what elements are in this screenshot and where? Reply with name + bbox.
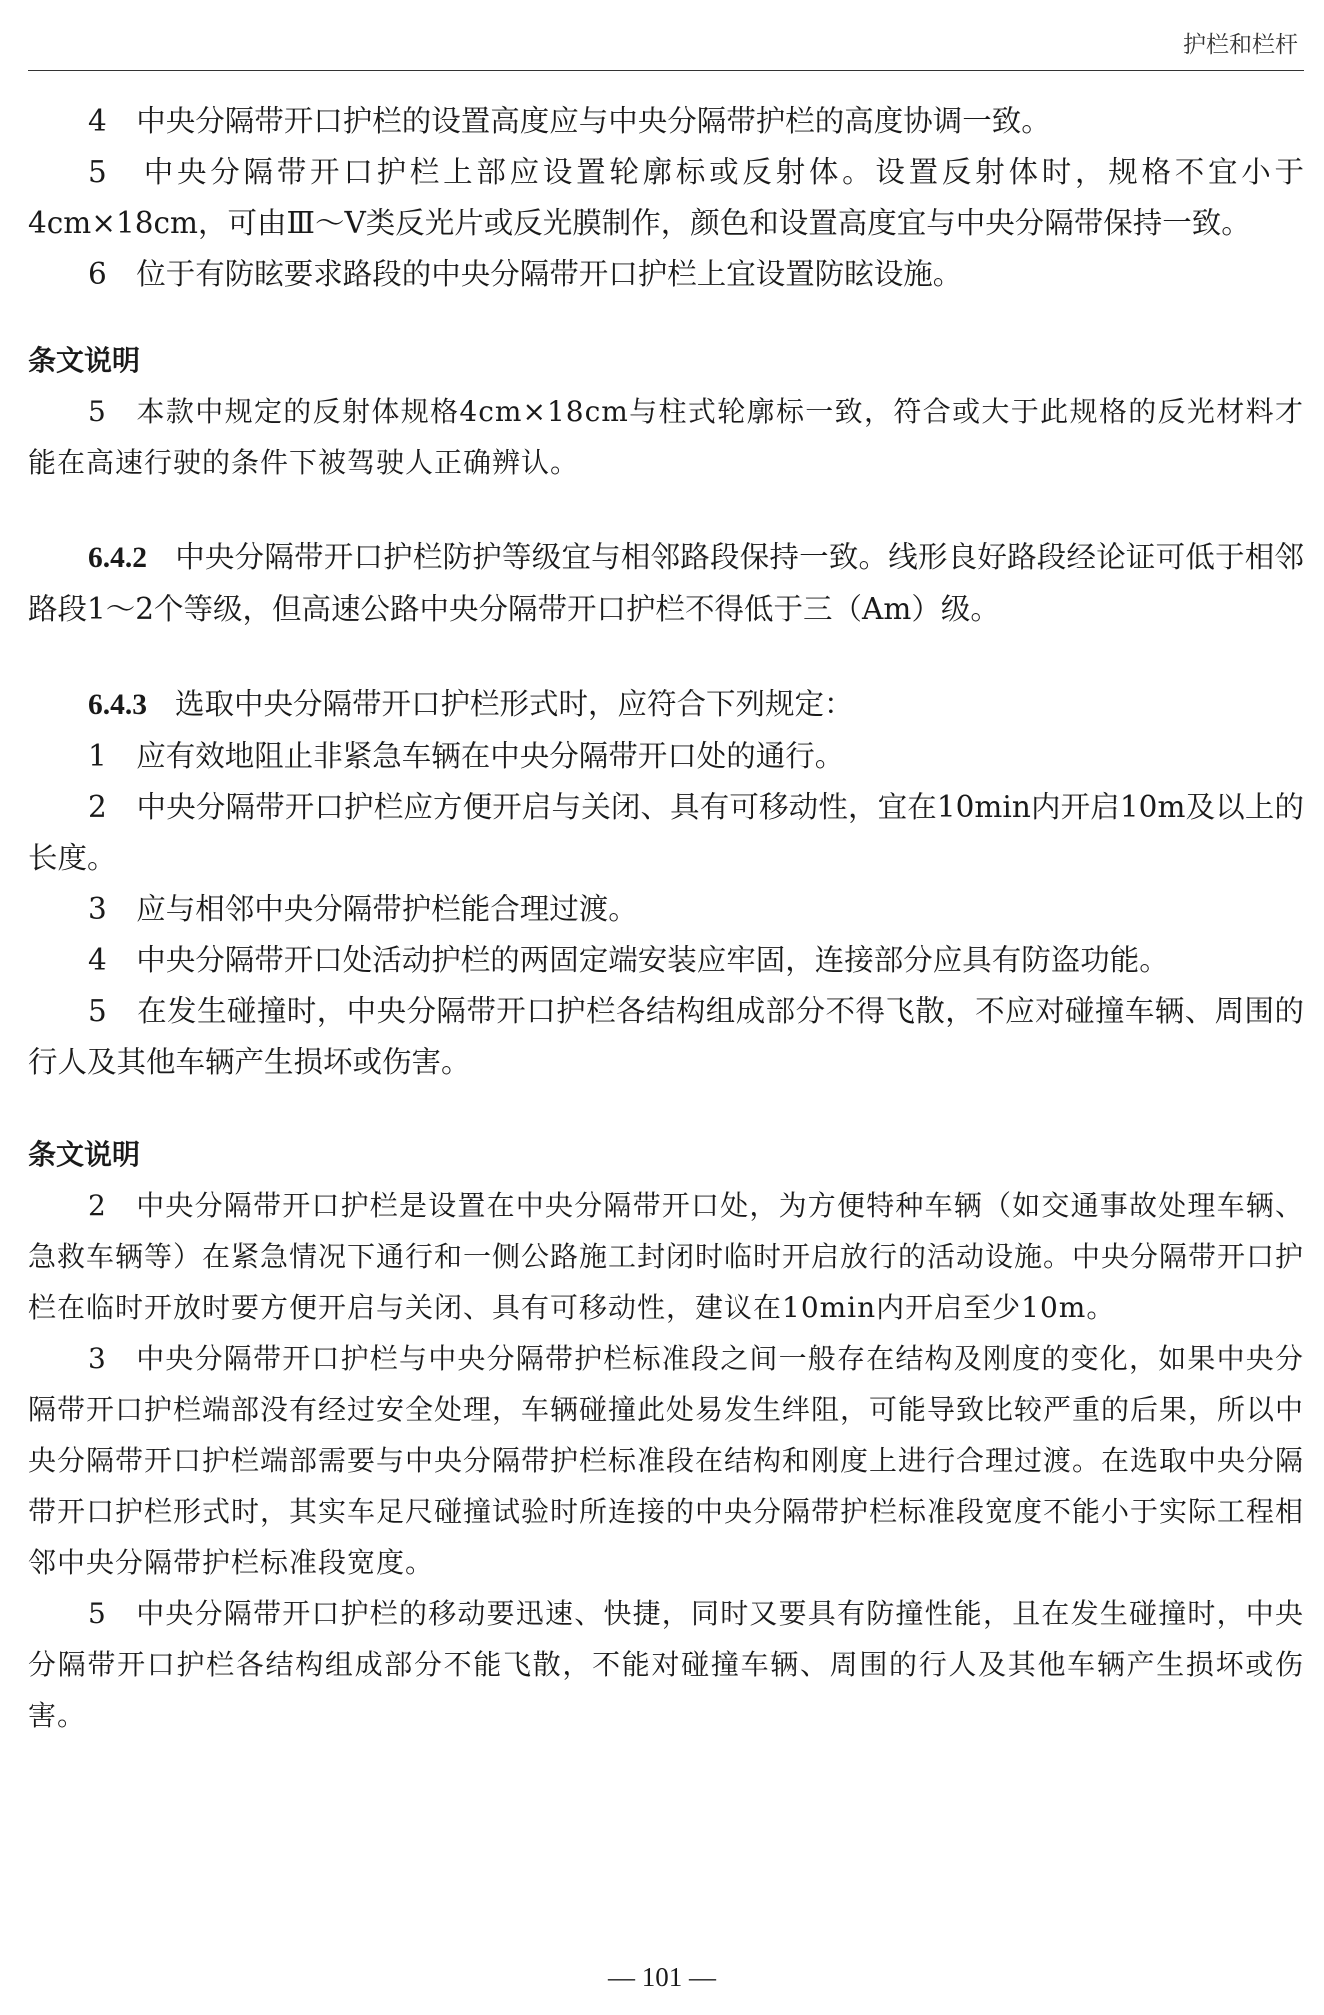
commentary-note-5b: 5 中央分隔带开口护栏的移动要迅速、快捷，同时又要具有防撞性能，且在发生碰撞时，中央分隔带开口护栏各结构组成部分不能飞散，不能对碰撞车辆、周围的行人及其他车辆产生损坏或伤害。	[28, 1597, 1304, 1732]
item-4-height: 4 中央分隔带开口护栏的设置高度应与中央分隔带护栏的高度协调一致。	[88, 104, 1051, 138]
item-6-antiglare: 6 位于有防眩要求路段的中央分隔带开口护栏上宜设置防眩设施。	[88, 257, 963, 291]
commentary-heading-2: 条文说明	[28, 1138, 141, 1171]
list-item-4: 4 中央分隔带开口处活动护栏的两固定端安装应牢固，连接部分应具有防盗功能。	[88, 943, 1169, 977]
list-item-5: 5 在发生碰撞时，中央分隔带开口护栏各结构组成部分不得飞散，不应对碰撞车辆、周围的行人及其他车辆产生损坏或伤害。	[28, 994, 1304, 1079]
list-item-3: 3 应与相邻中央分隔带护栏能合理过渡。	[88, 892, 638, 926]
clause-6-4-2	[28, 532, 1304, 635]
list-item-2: 2 中央分隔带开口护栏应方便开启与关闭、具有可移动性，宜在10min内开启10m及以上的长度。	[28, 790, 1304, 875]
page-header	[28, 0, 1304, 71]
list-item-1: 1 应有效地阻止非紧急车辆在中央分隔带开口处的通行。	[88, 739, 845, 773]
clause-number: 6.4.2	[88, 542, 147, 574]
commentary-heading-1: 条文说明	[28, 344, 141, 377]
clause-text: 中央分隔带开口护栏防护等级宜与相邻路段保持一致。线形良好路段经论证可低于相邻路段1～2个等级，但高速公路中央分隔带开口护栏不得低于三（Am）级。	[28, 540, 1304, 626]
clause-text: 选取中央分隔带开口护栏形式时，应符合下列规定：	[175, 687, 854, 721]
item-5-reflector: 5 中央分隔带开口护栏上部应设置轮廓标或反射体。设置反射体时，规格不宜小于4cm×18cm，可由Ⅲ～Ⅴ类反光片或反光膜制作，颜色和设置高度宜与中央分隔带保持一致。	[28, 155, 1304, 240]
header-title: 护栏和栏杆	[1183, 32, 1298, 58]
page-number: — 101 —	[608, 1962, 716, 1992]
clause-6-4-3	[28, 679, 1304, 731]
commentary-note-2: 2 中央分隔带开口护栏是设置在中央分隔带开口处，为方便特种车辆（如交通事故处理车辆、急救车辆等）在紧急情况下通行和一侧公路施工封闭时临时开启放行的活动设施。中央分隔带开口护栏在临时开放时要方便开启与关闭、具有可移动性，建议在10min内开启至少10m。	[28, 1189, 1305, 1324]
commentary-note-3: 3 中央分隔带开口护栏与中央分隔带护栏标准段之间一般存在结构及刚度的变化，如果中央分隔带开口护栏端部没有经过安全处理，车辆碰撞此处易发生绊阻，可能导致比较严重的后果，所以中央分隔带开口护栏端部需要与中央分隔带护栏标准段在结构和刚度上进行合理过渡。在选取中央分隔带开口护栏形式时，其实车足尺碰撞试验时所连接的中央分隔带护栏标准段宽度不能小于实际工程相邻中央分隔带护栏标准段宽度。	[28, 1342, 1305, 1579]
clause-number: 6.4.3	[88, 689, 147, 721]
page-content	[28, 96, 1304, 1741]
commentary-note-5: 5 本款中规定的反射体规格4cm×18cm与柱式轮廓标一致，符合或大于此规格的反光材料才能在高速行驶的条件下被驾驶人正确辨认。	[28, 395, 1304, 479]
